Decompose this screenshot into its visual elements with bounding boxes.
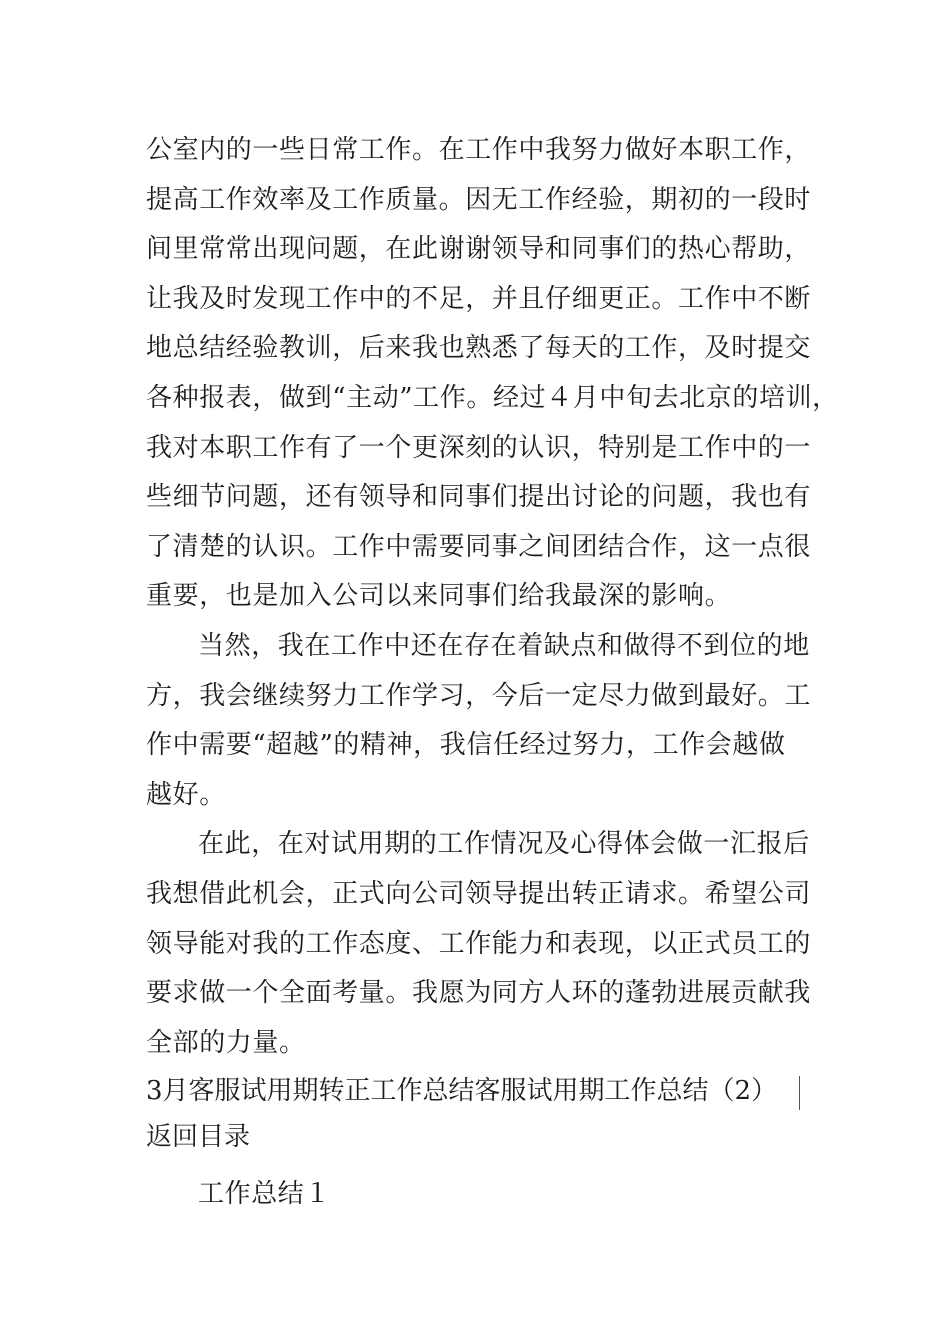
text-line: 我对本职工作有了一个更深刻的认识，特别是工作中的一: [146, 432, 812, 463]
back-to-contents-link[interactable]: 返回目录: [146, 1122, 251, 1153]
article-link[interactable]: 3月客服试用期转正工作总结客服试用期工作总结（2）: [146, 1076, 778, 1107]
link-separator: [799, 1076, 800, 1110]
text-line: 让我及时发现工作中的不足，并且仔细更正。工作中不断: [146, 283, 812, 314]
text-line: 我想借此机会，正式向公司领导提出转正请求。希望公司: [146, 878, 812, 909]
text-line: 地总结经验教训，后来我也熟悉了每天的工作，及时提交: [146, 333, 812, 364]
section-heading: 工作总结１: [198, 1179, 332, 1210]
back-link-row: [146, 1114, 816, 1160]
paragraph-2: [146, 622, 816, 820]
text-line: 全部的力量。: [146, 1027, 306, 1058]
text-line: 重要，也是加入公司以来同事们给我最深的影响。: [146, 581, 732, 612]
article-link-row: [146, 1068, 816, 1114]
text-line: 间里常常出现问题，在此谢谢领导和同事们的热心帮助，: [146, 234, 812, 265]
text-line: 越好。: [146, 779, 226, 810]
text-line: 了清楚的认识。工作中需要同事之间团结合作，这一点很: [146, 531, 812, 562]
text-line: 在此，在对试用期的工作情况及心得体会做一汇报后: [198, 829, 810, 860]
text-line: 公室内的一些日常工作。在工作中我努力做好本职工作，: [146, 135, 812, 165]
text-line: 领导能对我的工作态度、工作能力和表现，以正式员工的: [146, 928, 812, 959]
text-line: 各种报表，做到“主动”工作。经过４月中旬去北京的培训，: [146, 382, 839, 413]
text-line: 作中需要“超越”的精神，我信任经过努力，工作会越做: [146, 730, 786, 761]
text-line: 些细节问题，还有领导和同事们提出讨论的问题，我也有: [146, 482, 812, 513]
paragraph-3: [146, 820, 816, 1068]
text-line: 要求做一个全面考量。我愿为同方人环的蓬勃进展贡献我: [146, 978, 812, 1009]
text-line: 方，我会继续努力工作学习，今后一定尽力做到最好。工: [146, 680, 812, 711]
text-line: 提高工作效率及工作质量。因无工作经验，期初的一段时: [146, 184, 812, 215]
paragraph-1: [146, 126, 839, 622]
document-body: [146, 126, 839, 1220]
text-line: 当然，我在工作中还在存在着缺点和做得不到位的地: [198, 630, 810, 661]
